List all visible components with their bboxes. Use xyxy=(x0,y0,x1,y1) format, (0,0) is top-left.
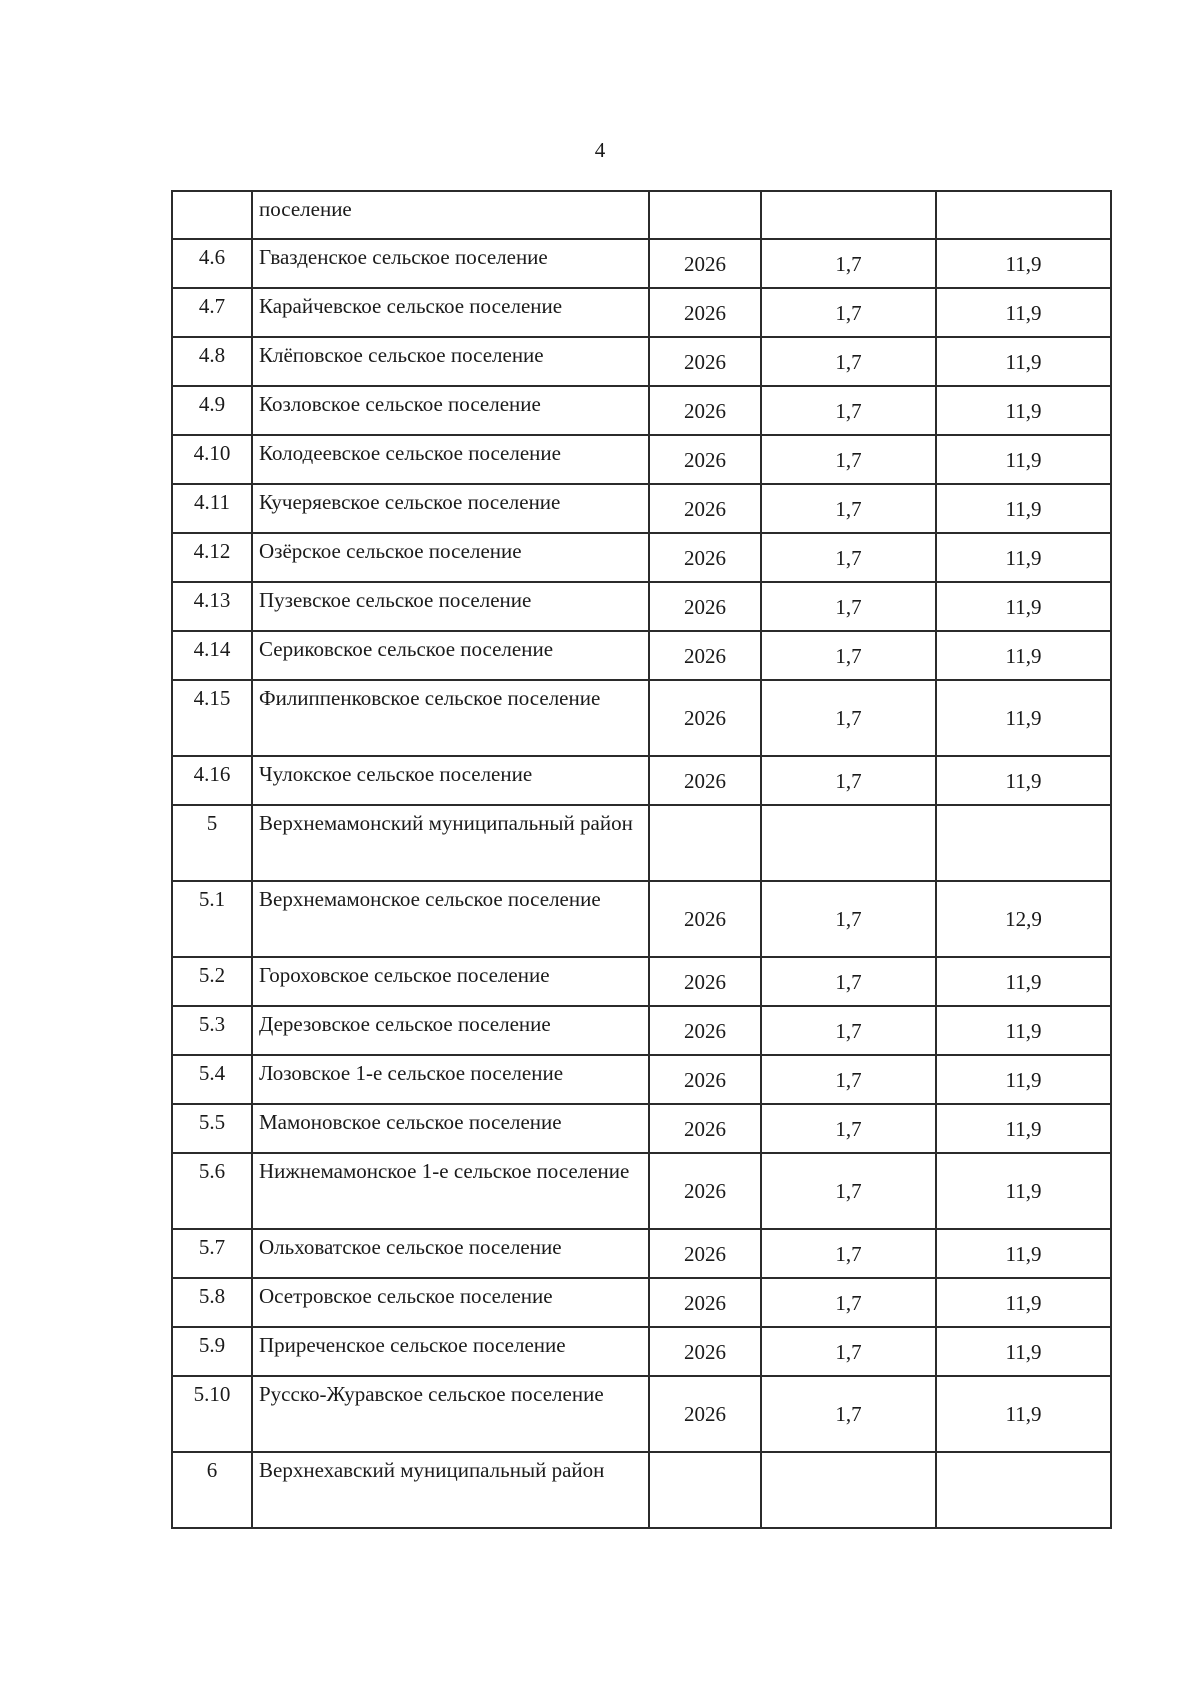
year-cell: 2026 xyxy=(649,1006,761,1055)
row-number: 4.14 xyxy=(172,631,252,680)
settlement-name: Сериковское сельское поселение xyxy=(252,631,649,680)
value-cell-1: 1,7 xyxy=(761,1376,936,1452)
value-cell-1: 1,7 xyxy=(761,582,936,631)
value-cell-2: 11,9 xyxy=(936,957,1111,1006)
table-row xyxy=(172,533,1111,582)
value-cell-2: 11,9 xyxy=(936,1006,1111,1055)
year-cell: 2026 xyxy=(649,631,761,680)
value-cell-2: 12,9 xyxy=(936,881,1111,957)
settlement-name: Приреченское сельское поселение xyxy=(252,1327,649,1376)
year-cell: 2026 xyxy=(649,1278,761,1327)
value-cell-1: 1,7 xyxy=(761,1055,936,1104)
value-cell-2: 11,9 xyxy=(936,582,1111,631)
year-cell: 2026 xyxy=(649,1153,761,1229)
settlements-table xyxy=(171,190,1112,1529)
row-number: 5.4 xyxy=(172,1055,252,1104)
value-cell-2: 11,9 xyxy=(936,680,1111,756)
year-cell: 2026 xyxy=(649,337,761,386)
row-number: 5.1 xyxy=(172,881,252,957)
value-cell-2: 11,9 xyxy=(936,1153,1111,1229)
value-cell-1: 1,7 xyxy=(761,1229,936,1278)
row-number: 4.7 xyxy=(172,288,252,337)
table-row xyxy=(172,957,1111,1006)
year-cell: 2026 xyxy=(649,533,761,582)
settlement-name: поселение xyxy=(252,191,649,239)
table-row xyxy=(172,1229,1111,1278)
settlement-name: Лозовское 1-е сельское поселение xyxy=(252,1055,649,1104)
table-row xyxy=(172,386,1111,435)
table-row xyxy=(172,484,1111,533)
row-number: 4.11 xyxy=(172,484,252,533)
row-number: 5.5 xyxy=(172,1104,252,1153)
value-cell-2: 11,9 xyxy=(936,1376,1111,1452)
year-cell: 2026 xyxy=(649,288,761,337)
value-cell-1: 1,7 xyxy=(761,386,936,435)
settlement-name: Нижнемамонское 1-е сельское поселение xyxy=(252,1153,649,1229)
value-cell-2: 11,9 xyxy=(936,337,1111,386)
value-cell-2 xyxy=(936,191,1111,239)
settlement-name: Клёповское сельское поселение xyxy=(252,337,649,386)
year-cell: 2026 xyxy=(649,1376,761,1452)
year-cell: 2026 xyxy=(649,484,761,533)
settlement-name: Русско-Журавское сельское поселение xyxy=(252,1376,649,1452)
settlement-name: Филиппенковское сельское поселение xyxy=(252,680,649,756)
table-row xyxy=(172,435,1111,484)
table-row xyxy=(172,1278,1111,1327)
settlement-name: Кучеряевское сельское поселение xyxy=(252,484,649,533)
table-row xyxy=(172,1055,1111,1104)
year-cell: 2026 xyxy=(649,582,761,631)
settlement-name: Верхнемамонский муниципальный район xyxy=(252,805,649,881)
row-number: 4.8 xyxy=(172,337,252,386)
settlement-name: Гороховское сельское поселение xyxy=(252,957,649,1006)
row-number: 4.15 xyxy=(172,680,252,756)
table-row xyxy=(172,1104,1111,1153)
year-cell: 2026 xyxy=(649,1104,761,1153)
settlement-name: Дерезовское сельское поселение xyxy=(252,1006,649,1055)
row-number: 4.13 xyxy=(172,582,252,631)
value-cell-1 xyxy=(761,191,936,239)
row-number: 5 xyxy=(172,805,252,881)
value-cell-1: 1,7 xyxy=(761,680,936,756)
settlement-name: Карайчевское сельское поселение xyxy=(252,288,649,337)
value-cell-1 xyxy=(761,805,936,881)
value-cell-1: 1,7 xyxy=(761,1278,936,1327)
table-row xyxy=(172,631,1111,680)
table-row xyxy=(172,881,1111,957)
settlement-name: Верхнехавский муниципальный район xyxy=(252,1452,649,1528)
settlement-name: Колодеевское сельское поселение xyxy=(252,435,649,484)
row-number: 5.8 xyxy=(172,1278,252,1327)
table-row xyxy=(172,239,1111,288)
value-cell-2 xyxy=(936,805,1111,881)
table-row xyxy=(172,337,1111,386)
value-cell-2: 11,9 xyxy=(936,435,1111,484)
value-cell-1: 1,7 xyxy=(761,484,936,533)
value-cell-1: 1,7 xyxy=(761,1327,936,1376)
settlement-name: Ольховатское сельское поселение xyxy=(252,1229,649,1278)
year-cell: 2026 xyxy=(649,239,761,288)
row-number: 5.10 xyxy=(172,1376,252,1452)
table-row xyxy=(172,756,1111,805)
year-cell: 2026 xyxy=(649,881,761,957)
table-row xyxy=(172,1327,1111,1376)
row-number xyxy=(172,191,252,239)
year-cell xyxy=(649,1452,761,1528)
value-cell-2 xyxy=(936,1452,1111,1528)
year-cell: 2026 xyxy=(649,1327,761,1376)
year-cell: 2026 xyxy=(649,386,761,435)
value-cell-2: 11,9 xyxy=(936,756,1111,805)
settlement-name: Чулокское сельское поселение xyxy=(252,756,649,805)
settlement-name: Верхнемамонское сельское поселение xyxy=(252,881,649,957)
value-cell-1: 1,7 xyxy=(761,957,936,1006)
row-number: 4.9 xyxy=(172,386,252,435)
row-number: 5.7 xyxy=(172,1229,252,1278)
year-cell: 2026 xyxy=(649,756,761,805)
value-cell-1: 1,7 xyxy=(761,288,936,337)
settlement-name: Озёрское сельское поселение xyxy=(252,533,649,582)
table-row xyxy=(172,1153,1111,1229)
value-cell-1: 1,7 xyxy=(761,756,936,805)
value-cell-2: 11,9 xyxy=(936,1278,1111,1327)
settlement-name: Гвазденское сельское поселение xyxy=(252,239,649,288)
row-number: 5.6 xyxy=(172,1153,252,1229)
settlement-name: Козловское сельское поселение xyxy=(252,386,649,435)
year-cell: 2026 xyxy=(649,1055,761,1104)
value-cell-2: 11,9 xyxy=(936,288,1111,337)
year-cell: 2026 xyxy=(649,435,761,484)
table-row xyxy=(172,1452,1111,1528)
value-cell-1: 1,7 xyxy=(761,1006,936,1055)
value-cell-2: 11,9 xyxy=(936,1229,1111,1278)
value-cell-2: 11,9 xyxy=(936,631,1111,680)
page-number: 4 xyxy=(594,138,606,162)
table-row xyxy=(172,191,1111,239)
table-row xyxy=(172,805,1111,881)
table-row xyxy=(172,680,1111,756)
value-cell-1: 1,7 xyxy=(761,239,936,288)
table-row xyxy=(172,582,1111,631)
row-number: 4.6 xyxy=(172,239,252,288)
value-cell-2: 11,9 xyxy=(936,1104,1111,1153)
value-cell-2: 11,9 xyxy=(936,239,1111,288)
table-row xyxy=(172,288,1111,337)
year-cell: 2026 xyxy=(649,680,761,756)
value-cell-1 xyxy=(761,1452,936,1528)
year-cell xyxy=(649,805,761,881)
value-cell-1: 1,7 xyxy=(761,881,936,957)
year-cell xyxy=(649,191,761,239)
row-number: 5.9 xyxy=(172,1327,252,1376)
value-cell-2: 11,9 xyxy=(936,1055,1111,1104)
row-number: 6 xyxy=(172,1452,252,1528)
value-cell-1: 1,7 xyxy=(761,631,936,680)
value-cell-1: 1,7 xyxy=(761,337,936,386)
value-cell-2: 11,9 xyxy=(936,533,1111,582)
year-cell: 2026 xyxy=(649,1229,761,1278)
table-row xyxy=(172,1006,1111,1055)
value-cell-1: 1,7 xyxy=(761,1104,936,1153)
row-number: 5.2 xyxy=(172,957,252,1006)
row-number: 4.12 xyxy=(172,533,252,582)
row-number: 5.3 xyxy=(172,1006,252,1055)
settlement-name: Пузевское сельское поселение xyxy=(252,582,649,631)
value-cell-2: 11,9 xyxy=(936,484,1111,533)
value-cell-1: 1,7 xyxy=(761,435,936,484)
settlement-name: Осетровское сельское поселение xyxy=(252,1278,649,1327)
value-cell-2: 11,9 xyxy=(936,1327,1111,1376)
row-number: 4.10 xyxy=(172,435,252,484)
value-cell-2: 11,9 xyxy=(936,386,1111,435)
value-cell-1: 1,7 xyxy=(761,533,936,582)
year-cell: 2026 xyxy=(649,957,761,1006)
value-cell-1: 1,7 xyxy=(761,1153,936,1229)
table-row xyxy=(172,1376,1111,1452)
settlement-name: Мамоновское сельское поселение xyxy=(252,1104,649,1153)
row-number: 4.16 xyxy=(172,756,252,805)
